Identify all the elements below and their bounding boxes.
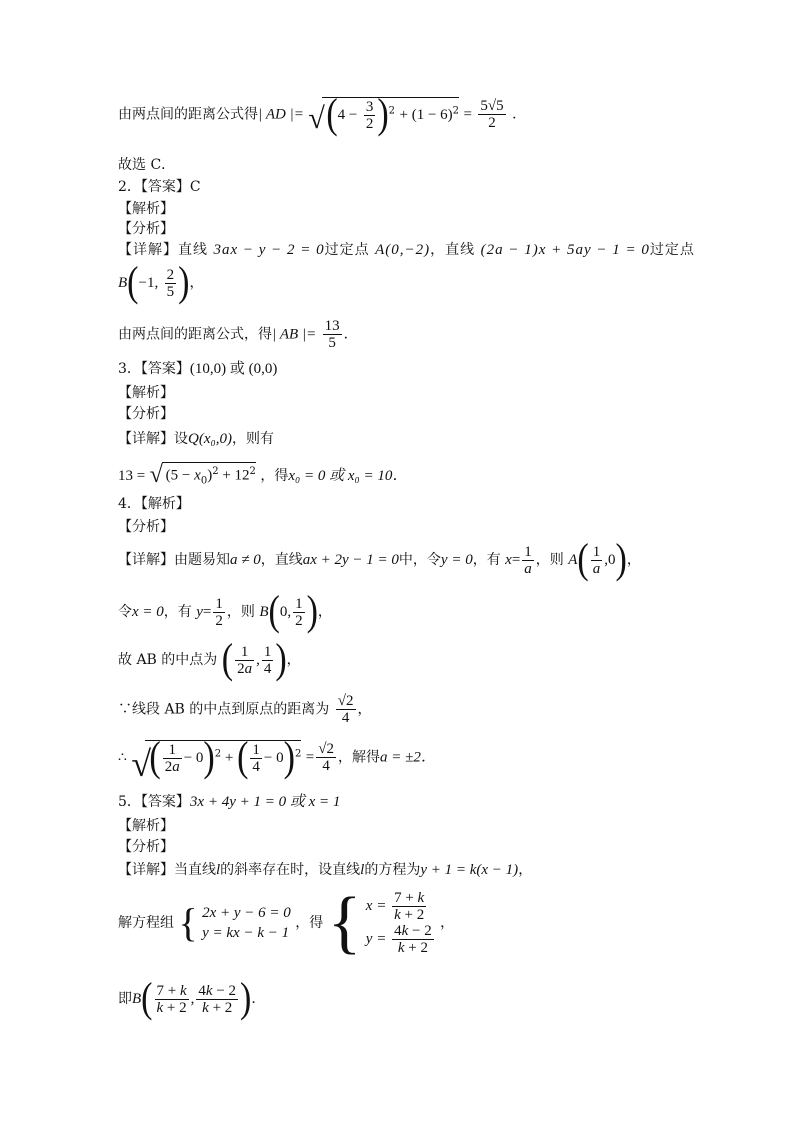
q3-solution: x₀ = 0 或 x₀ = 10． bbox=[288, 468, 408, 485]
q4-mid-line: 故 AB 的中点为 ( $\frac{1}{2a}$ , $\frac{1}{4}$ )， bbox=[118, 636, 301, 683]
q3-then: ，则有 bbox=[231, 431, 274, 447]
q4-let-x-line: 令x = 0，有 y= $\frac{1}{2}$ ，则 B(0, $\frac{1}{2}$ )， bbox=[118, 588, 332, 635]
q3-equation-line: 13 = √ $(5 - x_0)^2 + 12^2$ ，得x₀ = 0 或 x₀ = 10． bbox=[118, 462, 407, 490]
q2-passes1: 过定点 bbox=[324, 242, 370, 258]
q2-pointA: A(0,−2) bbox=[375, 242, 431, 258]
q4-tail2: ， bbox=[317, 604, 332, 620]
q4-dist-frac: $\frac{√2}{4}$ bbox=[337, 693, 354, 726]
q4-line: ax + 2y − 1 = 0 bbox=[302, 552, 399, 568]
q5-fenxi: 【分析】 bbox=[118, 839, 174, 855]
q3-get: ，得 bbox=[260, 468, 289, 485]
q4-fenxi: 【分析】 bbox=[118, 519, 174, 535]
q2-ab-eq: | AB |= bbox=[272, 326, 317, 343]
q5-sys2: y = kx − k − 1 bbox=[202, 925, 290, 941]
q5-tail2: ， bbox=[440, 915, 455, 931]
q4-therefore-line: ∴ √ ( $\frac{1}{2a}$ − 0)$^2$ + ( $\frac{1}{4}$ − 0)$^2$ = $\frac{√2}{4}$ ，解得a = ±2． bbox=[118, 734, 436, 784]
q1-distance-line: 由两点间的距离公式得| AD |= √ (4 − $\frac{3}{2}$ )$^2 + (1 - 6)^2$ = $\frac{5√5}{2}$ ． bbox=[118, 91, 527, 138]
q3-heading: 3．【答案】 bbox=[118, 361, 190, 377]
q4-line-text: ，直线 bbox=[260, 552, 303, 568]
q5-system-line: 解方程组 { 2x + y − 6 = 0 y = kx − k − 1 ，得 { x = $\frac{7 + k}{k + 2}$ y = $\frac{4k - 2}{k + 2}$ ， bbox=[118, 884, 455, 961]
q5-line-eq: y + 1 = k(x − 1) bbox=[420, 862, 519, 878]
q5-solution-system: x = $\frac{7 + k}{k + 2}$ y = $\frac{4k - 2}{k + 2}$ bbox=[365, 890, 432, 956]
q5-ji: 即 bbox=[118, 991, 132, 1007]
q5-system bbox=[202, 903, 291, 943]
q4-then-b: ，则 bbox=[226, 604, 255, 620]
q4-heading: 4．【解析】 bbox=[118, 496, 190, 512]
q2-ab-value: $\frac{13}{5}$ bbox=[324, 318, 340, 351]
q4-a-ne-0: a ≠ 0 bbox=[230, 552, 261, 568]
q2-passes2: 过定点 bbox=[649, 242, 695, 258]
q2-distance-line bbox=[118, 318, 358, 351]
q4-tail1: ， bbox=[626, 552, 641, 568]
q2-line1: 3ax − y − 2 = 0 bbox=[213, 242, 325, 258]
q1-text-prefix: 由两点间的距离公式得 bbox=[118, 106, 258, 123]
q2-pointB-tail: ， bbox=[189, 275, 204, 291]
q2-pointB-line: B(−1, $\frac{2}{5}$ )， bbox=[118, 259, 204, 306]
q4-because-line bbox=[118, 693, 372, 726]
q2-line2: (2a − 1)x + 5ay − 1 = 0 bbox=[480, 242, 650, 258]
q5-slope: 的斜率存在时，设直线 bbox=[220, 862, 361, 878]
q4-detail-label: 【详解】由题易知 bbox=[118, 552, 230, 568]
q2-end: ． bbox=[343, 326, 358, 343]
q4-detail-line: 【详解】由题易知a ≠ 0，直线ax + 2y − 1 = 0中，令y = 0，有 x= $\frac{1}{a}$ ，则 A( $\frac{1}{a}$ ,0)， bbox=[118, 536, 641, 583]
q5-sys1: 2x + y − 6 = 0 bbox=[202, 905, 291, 921]
q2-comma: ，直线 bbox=[430, 242, 476, 258]
q3-detail-label: 【详解】设 bbox=[118, 431, 188, 447]
q4-mid-text: 故 AB 的中点为 bbox=[118, 652, 218, 668]
q3-sqrt: √ $(5 - x_0)^2 + 12^2$ bbox=[150, 462, 256, 490]
q4-solution: a = ±2． bbox=[380, 749, 436, 766]
q4-y-frac: $\frac{1}{2}$ bbox=[215, 595, 223, 629]
q3-detail-line bbox=[118, 430, 274, 448]
q4-let: 令 bbox=[118, 604, 132, 620]
q1-period: ． bbox=[512, 106, 527, 123]
q1-result: $\frac{5√5}{2}$ bbox=[480, 98, 504, 131]
q3-heading-line bbox=[118, 360, 277, 378]
q5-detail-line bbox=[118, 861, 532, 879]
q4-tail3: ， bbox=[286, 652, 301, 668]
q5-end: ． bbox=[251, 991, 266, 1007]
q4-solve: ，解得 bbox=[338, 749, 380, 766]
q5-jiexi: 【解析】 bbox=[118, 818, 174, 834]
q5-heading: 5．【答案】 bbox=[118, 794, 190, 810]
q2-dist-text: 由两点间的距离公式，得 bbox=[118, 326, 272, 343]
q4-have: ，有 bbox=[472, 552, 501, 568]
q5-solve-text: 解方程组 bbox=[118, 915, 174, 931]
q3-answer: (10,0) 或 (0,0) bbox=[189, 361, 278, 377]
q1-abs-ad: | AD |= bbox=[258, 106, 304, 123]
q4-therefore: ∴ bbox=[118, 749, 127, 766]
q2-jiexi: 【解析】 bbox=[118, 201, 174, 217]
q2-detail-label: 【详解】直线 bbox=[118, 242, 208, 258]
q4-have-y: ，有 bbox=[163, 604, 192, 620]
q4-sqrt: √ ( $\frac{1}{2a}$ − 0)$^2$ + ( $\frac{1}{4}$ − 0)$^2$ bbox=[131, 734, 302, 784]
q2-fenxi: 【分析】 bbox=[118, 221, 174, 237]
q4-in-let: 中，令 bbox=[398, 552, 441, 568]
q4-y0: y = 0 bbox=[440, 552, 473, 568]
q4-then-a: ，则 bbox=[535, 552, 564, 568]
q3-jiexi: 【解析】 bbox=[118, 385, 174, 401]
q5-answer: 3x + 4y + 1 = 0 或 x = 1 bbox=[189, 794, 341, 810]
q5-l1: l bbox=[216, 862, 221, 878]
q2-pointB-frac: $\frac{2}{5}$ bbox=[166, 266, 175, 300]
q2-heading: 2．【答案】C bbox=[118, 179, 201, 195]
q3-setq: Q(x₀,0) bbox=[188, 431, 232, 447]
q1-sqrt-expression: √ (4 − $\frac{3}{2}$ )$^2 + (1 - 6)^2$ bbox=[308, 91, 460, 138]
q4-because: ∵线段 AB 的中点到原点的距离为 bbox=[118, 701, 330, 718]
q5-tail: ， bbox=[518, 862, 533, 878]
q5-heading-line bbox=[118, 793, 340, 811]
q2-detail-line bbox=[118, 241, 695, 259]
q1-choose: 故选 C． bbox=[118, 157, 176, 173]
q5-detail-label: 【详解】当直线 bbox=[118, 862, 216, 878]
q5-eq-of: 的方程为 bbox=[364, 862, 421, 878]
q3-fenxi: 【分析】 bbox=[118, 406, 174, 422]
q4-tail4: ， bbox=[357, 701, 372, 718]
q5-get: ，得 bbox=[295, 915, 324, 931]
q5-l2: l bbox=[360, 862, 365, 878]
q4-x-frac: $\frac{1}{a}$ bbox=[524, 543, 532, 577]
q4-x0: x = 0 bbox=[132, 604, 164, 620]
q5-pointB-line: 即B( $\frac{7 + k}{k + 2}$ , $\frac{4k - 2}{k + 2}$ )． bbox=[118, 975, 266, 1022]
